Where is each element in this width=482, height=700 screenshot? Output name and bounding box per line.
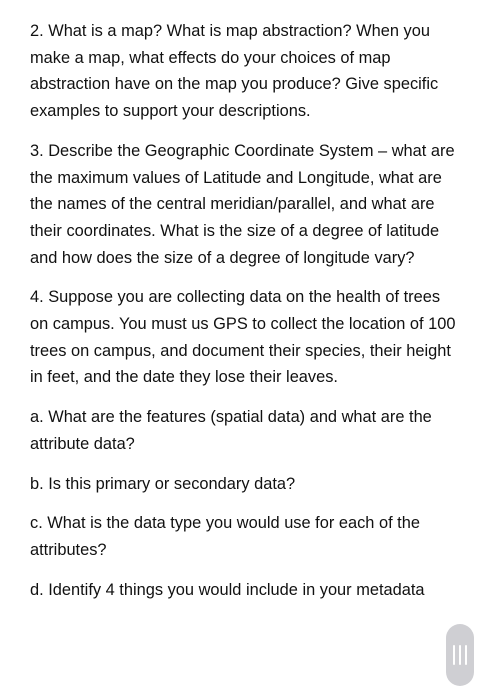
question-4d: d. Identify 4 things you would include in your metadata	[30, 580, 425, 599]
question-4c: c. What is the data type you would use for each of the attributes?	[30, 514, 420, 559]
question-4a: a. What are the features (spatial data) and what are the attribute data?	[30, 408, 432, 453]
document-body	[30, 18, 460, 616]
question-4: 4. Suppose you are collecting data on the health of trees on campus. You must us GPS to collect the location of 100 trees on campus, and document their species, their height in feet, and the date they lose their leaves.	[30, 288, 456, 387]
scroll-handle[interactable]	[446, 624, 474, 686]
question-3: 3. Describe the Geographic Coordinate System – what are the maximum values of Latitude and Longitude, what are the names of the central meridian/parallel, and what are their coordinates. What is the size of a degree of latitude and how does the size of a degree of longitude vary?	[30, 141, 455, 267]
grip-lines-icon	[453, 645, 467, 665]
question-4b: b. Is this primary or secondary data?	[30, 474, 296, 493]
question-2: 2. What is a map? What is map abstraction? When you make a map, what effects do your choices of map abstraction have on the map you produce? Give specific examples to support your descriptions.	[30, 22, 439, 121]
